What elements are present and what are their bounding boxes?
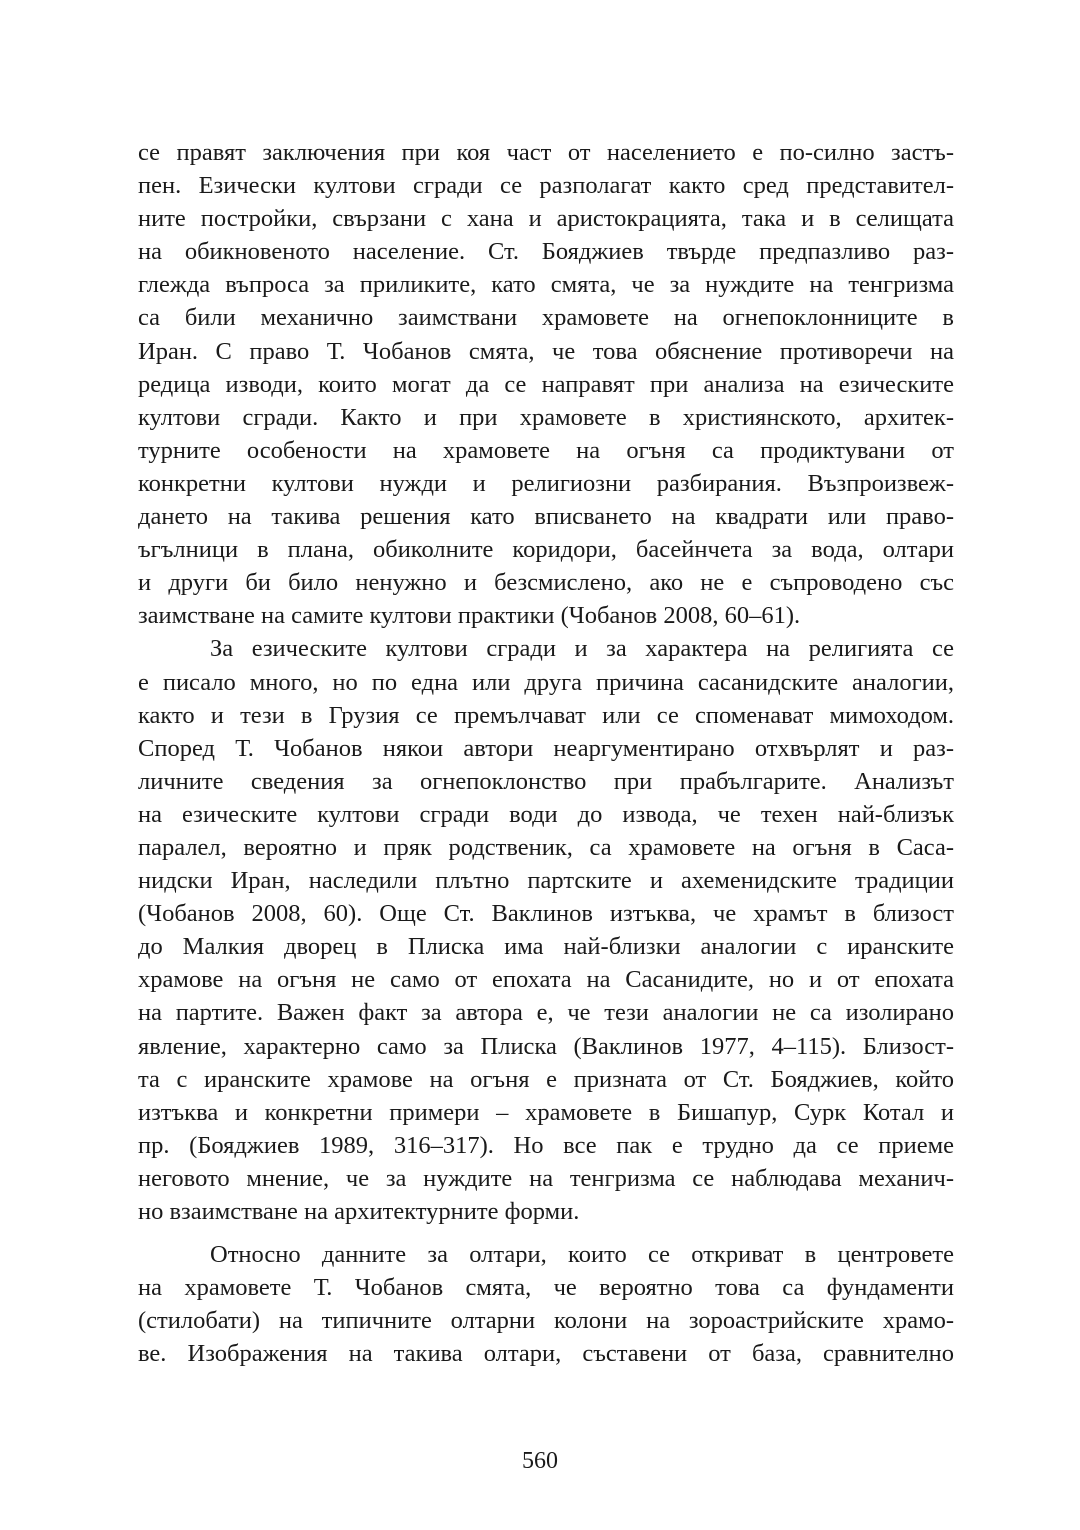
- text-line: личните сведения за огнепоклонство при прабългарите. Анализът: [138, 767, 954, 795]
- text-line: на обикновеното население. Ст. Бояджиев твърде предпазливо раз-: [138, 238, 954, 266]
- text-line: ве. Изображения на такива олтари, съставени от база, сравнително: [138, 1340, 954, 1368]
- text-line: на езическите култови сгради води до извода, че техен най-близък: [138, 800, 954, 828]
- text-line: редица изводи, които могат да се направят при анализа на езическите: [138, 370, 954, 398]
- text-line: ъгълници в плана, обиколните коридори, басейнчета за вода, олтари: [138, 536, 954, 564]
- paragraph: [138, 632, 954, 1228]
- text-line: изтъква и конкретни примери – храмовете в Бишапур, Сурк Котал и: [138, 1098, 954, 1126]
- text-line: са били механично заимствани храмовете на огнепоклонниците в: [138, 304, 954, 332]
- text-line: глежда въпроса за приликите, като смята, че за нуждите на тенгризма: [138, 271, 954, 299]
- text-line: (Чобанов 2008, 60). Още Ст. Ваклинов изтъква, че храмът в близост: [138, 900, 954, 928]
- text-line: Според Т. Чобанов някои автори неаргументирано отхвърлят и раз-: [138, 734, 954, 762]
- text-line: до Малкия дворец в Плиска има най-близки аналогии с иранските: [138, 933, 954, 961]
- text-line: както и тези в Грузия се премълчават или се споменават мимоходом.: [138, 701, 954, 729]
- text-line: култови сгради. Както и при храмовете в християнското, архитек-: [138, 403, 954, 431]
- page-body: [138, 136, 954, 1370]
- text-line: Иран. С право Т. Чобанов смята, че това обяснение противоречи на: [138, 337, 954, 365]
- text-line: та с иранските храмове на огъня е призната от Ст. Бояджиев, който: [138, 1065, 954, 1093]
- text-line: За езическите култови сгради и за характера на религията се: [210, 635, 954, 663]
- text-line: храмове на огъня не само от епохата на Сасанидите, но и от епохата: [138, 966, 954, 994]
- text-line: нидски Иран, наследили плътно партските и ахеменидските традиции: [138, 867, 954, 895]
- paragraph: [138, 136, 954, 632]
- text-line: Относно данните за олтари, които се откриват в центровете: [210, 1241, 954, 1269]
- text-line: и други би било ненужно и безсмислено, ако не е съпроводено със: [138, 569, 954, 597]
- paragraph: [138, 1238, 954, 1370]
- text-line: на храмовете Т. Чобанов смята, че вероятно това са фундаменти: [138, 1274, 954, 1302]
- text-line: турните особености на храмовете на огъня са продиктувани от: [138, 436, 954, 464]
- text-line: (стилобати) на типичните олтарни колони на зороастрийските храмо-: [138, 1307, 954, 1335]
- text-line: явление, характерно само за Плиска (Ваклинов 1977, 4–115). Близост-: [138, 1032, 954, 1060]
- page-number: 560: [522, 1448, 558, 1474]
- text-line: пен. Езически култови сгради се разполагат както сред представител-: [138, 172, 954, 200]
- text-line: на партите. Важен факт за автора е, че тези аналогии не са изолирано: [138, 999, 954, 1027]
- text-line: пр. (Бояджиев 1989, 316–317). Но все пак е трудно да се приеме: [138, 1131, 954, 1159]
- text-line: неговото мнение, че за нуждите на тенгризма се наблюдава механич-: [138, 1164, 954, 1192]
- paragraph-spacer: [138, 1228, 954, 1238]
- text-line: дането на такива решения като вписването на квадрати или право-: [138, 503, 954, 531]
- text-line: но взаимстване на архитектурните форми.: [138, 1198, 580, 1225]
- text-line: конкретни култови нужди и религиозни разбирания. Възпроизвеж-: [138, 469, 954, 497]
- text-line: заимстване на самите култови практики (Чобанов 2008, 60–61).: [138, 602, 801, 630]
- text-line: се правят заключения при коя част от населението е по-силно застъ-: [138, 139, 954, 166]
- text-line: паралел, вероятно и пряк родственик, са храмовете на огъня в Саса-: [138, 833, 954, 861]
- text-line: е писало много, но по една или друга причина сасанидските аналогии,: [138, 668, 954, 696]
- text-line: ните постройки, свързани с хана и аристокрацията, така и в селищата: [138, 205, 954, 233]
